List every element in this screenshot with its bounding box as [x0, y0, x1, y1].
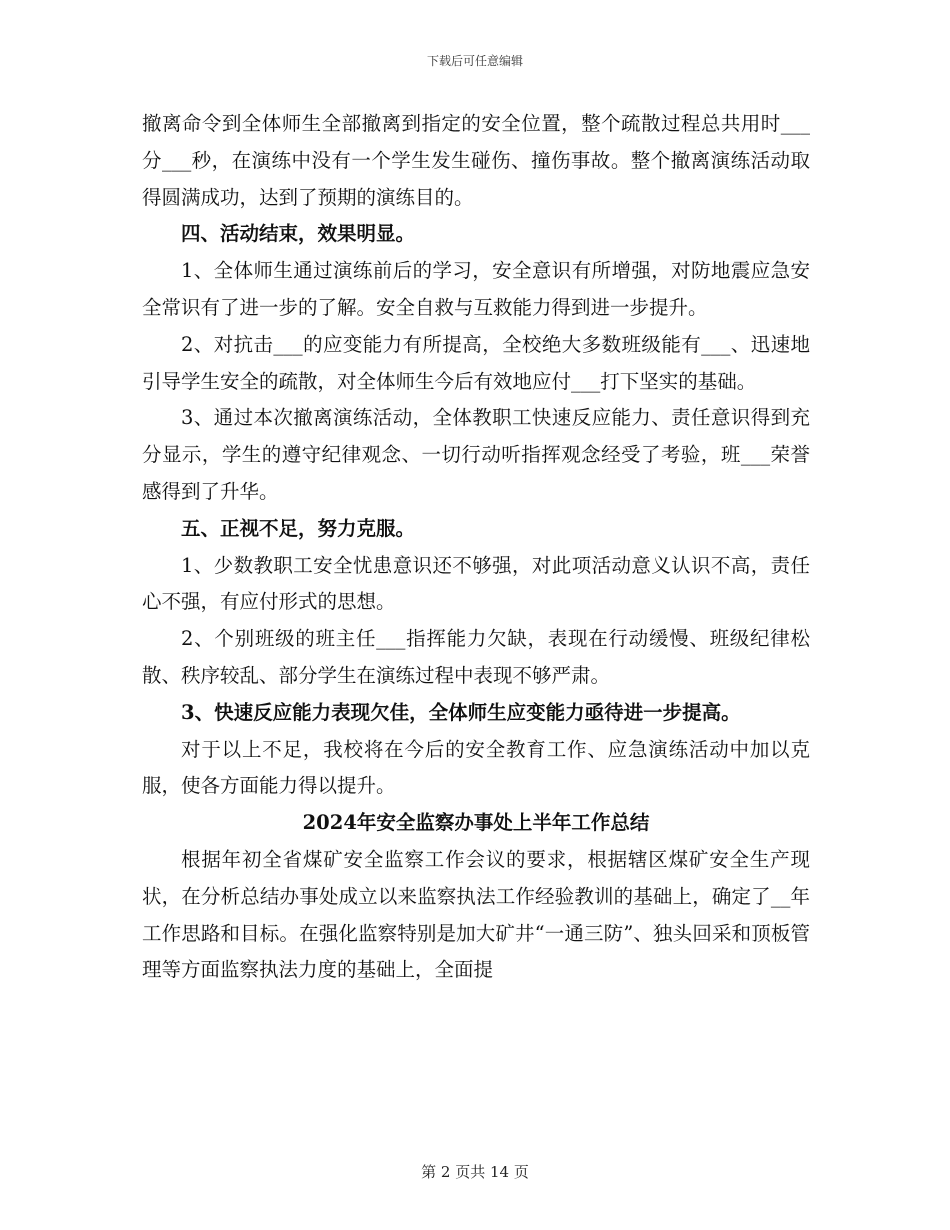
paragraph-item: 2、个别班级的班主任___指挥能力欠缺，表现在行动缓慢、班级纪律松散、秩序较乱、部分学生在演练过程中表现不够严肃。: [142, 627, 810, 687]
paragraph-item: 1、全体师生通过演练前后的学习，安全意识有所增强，对防地震应急安全常识有了进一步的了解。安全自救与互救能力得到进一步提升。: [142, 259, 810, 319]
paragraph-item: 3、通过本次撤离演练活动，全体教职工快速反应能力、责任意识得到充分显示，学生的遵守纪律观念、一切行动听指挥观念经受了考验，班___荣誉感得到了升华。: [142, 406, 810, 503]
paragraph-item: 2、对抗击___的应变能力有所提高，全校绝大多数班级能有___、迅速地引导学生安全的疏散，对全体师生今后有效地应付___打下坚实的基础。: [142, 332, 810, 393]
paragraph-item-bold: 3、快速反应能力表现欠佳，全体师生应变能力亟待进一步提高。: [181, 700, 741, 724]
page-header-note: 下载后可任意编辑: [426, 54, 523, 68]
paragraph-item: 1、少数教职工安全忧患意识还不够强，对此项活动意义认识不高，责任心不强，有应付形式的思想。: [142, 553, 810, 614]
section-heading-5: 五、正视不足，努力克服。: [181, 516, 416, 540]
document-title: 2024年安全监察办事处上半年工作总结: [302, 811, 650, 835]
document-body: [142, 106, 810, 989]
section-heading-4: 四、活动结束，效果明显。: [181, 222, 416, 246]
paragraph-item: 对于以上不足，我校将在今后的安全教育工作、应急演练活动中加以克服，使各方面能力得以提升。: [142, 737, 810, 798]
page-number: 第 2 页共 14 页: [421, 1163, 529, 1181]
paragraph-continuation: 撤离命令到全体师生全部撤离到指定的安全位置，整个疏散过程总共用时___分___秒，在演练中没有一个学生发生碰伤、撞伤事故。整个撤离演练活动取得圆满成功，达到了预期的演练目的。: [142, 112, 810, 209]
paragraph-item: 根据年初全省煤矿安全监察工作会议的要求，根据辖区煤矿安全生产现状，在分析总结办事处成立以来监察执法工作经验教训的基础上，确定了__年工作思路和目标。在强化监察特别是加大矿井“一通三防”、独头回采和顶板管理等方面监察执法力度的基础上，全面提: [142, 847, 810, 982]
